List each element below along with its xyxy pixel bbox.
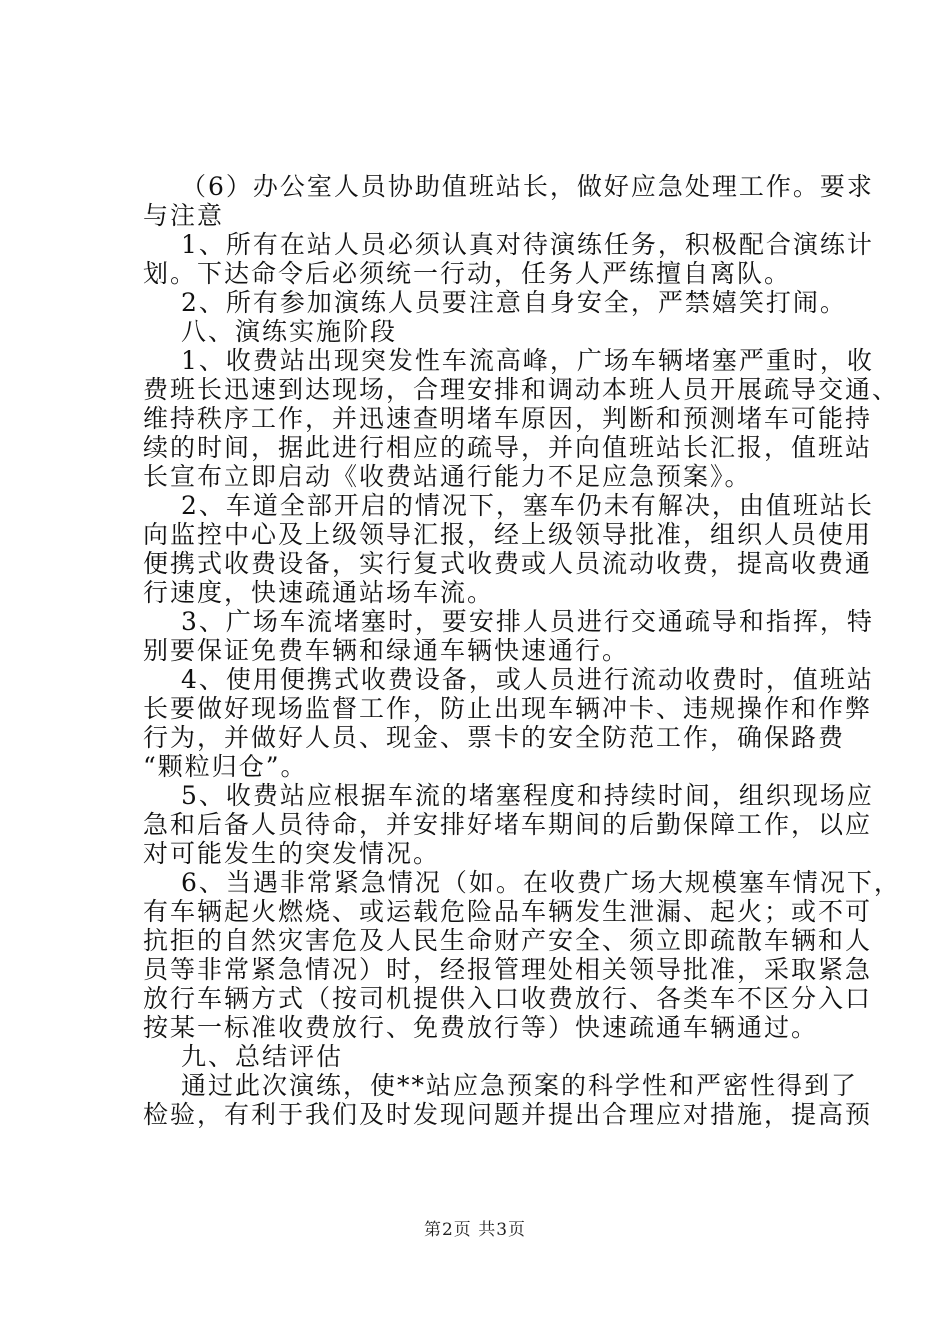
text-line: 行为，并做好人员、现金、票卡的安全防范工作，确保路费 bbox=[143, 723, 846, 752]
text-line: 有车辆起火燃烧、或运载危险品车辆发生泄漏、起火；或不可 bbox=[143, 897, 873, 926]
text-line: 2、车道全部开启的情况下，塞车仍未有解决，由值班站长 bbox=[181, 491, 874, 520]
text-line: 抗拒的自然灾害危及人民生命财产安全、须立即疏散车辆和人 bbox=[143, 926, 873, 955]
text-line: 便携式收费设备，实行复式收费或人员流动收费，提高收费通 bbox=[143, 549, 873, 578]
text-line: 续的时间，据此进行相应的疏导，并向值班站长汇报，值班站 bbox=[143, 433, 873, 462]
text-line: 3、广场车流堵塞时，要安排人员进行交通疏导和指挥，特 bbox=[181, 607, 874, 636]
text-line: 对可能发生的突发情况。 bbox=[143, 839, 441, 868]
text-line: “颗粒归仓”。 bbox=[143, 752, 308, 781]
text-line: 维持秩序工作，并迅速查明堵车原因，判断和预测堵车可能持 bbox=[143, 404, 873, 433]
text-line: 长宣布立即启动《收费站通行能力不足应急预案》。 bbox=[143, 462, 752, 491]
text-line: （6）办公室人员协助值班站长，做好应急处理工作。要求 bbox=[181, 172, 874, 201]
text-line: 1、所有在站人员必须认真对待演练任务，积极配合演练计 bbox=[181, 230, 874, 259]
text-line: 检验，有利于我们及时发现问题并提出合理应对措施，提高预 bbox=[143, 1100, 873, 1129]
text-line: 6、当遇非常紧急情况（如。在收费广场大规模塞车情况下， bbox=[181, 868, 901, 897]
text-line: 2、所有参加演练人员要注意自身安全，严禁嬉笑打闹。 bbox=[181, 288, 847, 317]
text-line: 通过此次演练，使**站应急预案的科学性和严密性得到了 bbox=[181, 1071, 859, 1100]
text-line: 4、使用便携式收费设备，或人员进行流动收费时，值班站 bbox=[181, 665, 874, 694]
text-line: 八、演练实施阶段 bbox=[181, 317, 398, 346]
text-line: 长要做好现场监督工作，防止出现车辆冲卡、违规操作和作弊 bbox=[143, 694, 873, 723]
text-line: 费班长迅速到达现场，合理安排和调动本班人员开展疏导交通、 bbox=[143, 375, 900, 404]
text-line: 1、收费站出现突发性车流高峰，广场车辆堵塞严重时，收 bbox=[181, 346, 874, 375]
text-line: 与注意 bbox=[143, 201, 225, 230]
text-line: 向监控中心及上级领导汇报，经上级领导批准，组织人员使用 bbox=[143, 520, 873, 549]
text-line: 5、收费站应根据车流的堵塞程度和持续时间，组织现场应 bbox=[181, 781, 874, 810]
text-line: 九、总结评估 bbox=[181, 1042, 344, 1071]
text-line: 放行车辆方式（按司机提供入口收费放行、各类车不区分入口 bbox=[143, 984, 873, 1013]
text-line: 员等非常紧急情况）时，经报管理处相关领导批准，采取紧急 bbox=[143, 955, 873, 984]
page-footer: 第2页 共3页 bbox=[423, 1220, 527, 1240]
text-line: 划。下达命令后必须统一行动，任务人严练擅自离队。 bbox=[143, 259, 792, 288]
text-line: 行速度，快速疏通站场车流。 bbox=[143, 578, 495, 607]
document-body bbox=[143, 172, 901, 1129]
text-line: 按某一标准收费放行、免费放行等）快速疏通车辆通过。 bbox=[143, 1013, 819, 1042]
text-line: 别要保证免费车辆和绿通车辆快速通行。 bbox=[143, 636, 630, 665]
text-line: 急和后备人员待命，并安排好堵车期间的后勤保障工作，以应 bbox=[143, 810, 873, 839]
